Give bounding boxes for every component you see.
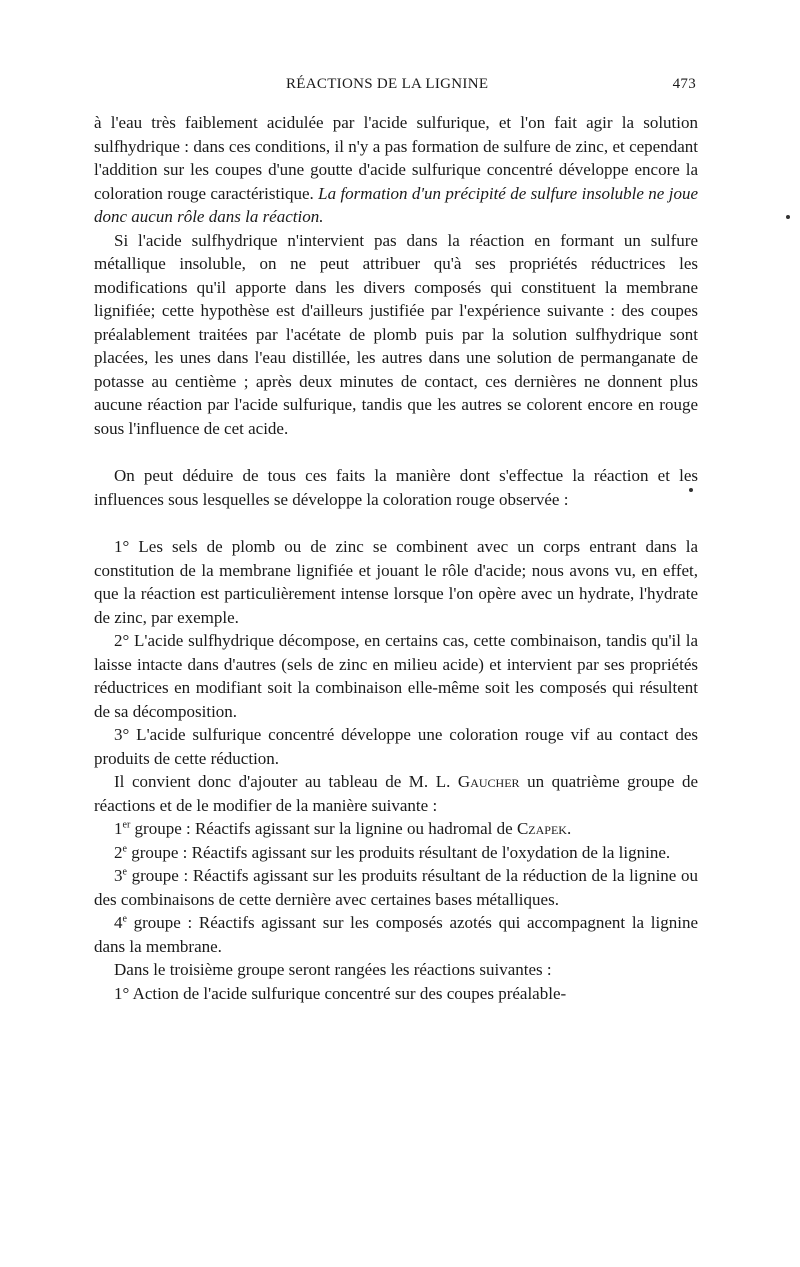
page-header <box>0 76 800 100</box>
running-title: RÉACTIONS DE LA LIGNINE <box>286 76 489 92</box>
paragraph-hydrogen-sulfide: Si l'acide sulfhydrique n'intervient pas dans la réaction en formant un sulfure métallique insoluble, on ne peut attribuer qu'à ses propriétés réductrices les modifications qu'il apporte dans les divers composés qui constituent la membrane lignifiée; cette hypothèse est d'ailleurs justifiée par l'expérience suivante : des coupes préalablement traitées par l'acétate de plomb puis par la solution sulfhydrique sont placées, les unes dans l'eau distillée, les autres dans une solution de permanganate de potasse au centième ; après deux minutes de contact, ces dernières ne donnent plus aucune réaction par l'acide sulfurique, tandis que les autres se colorent encore en rouge sous l'influence de cet acide. <box>94 230 698 438</box>
group-2: 2e groupe : Réactifs agissant sur les produits résultant de l'oxydation de la lignine. <box>114 842 671 862</box>
list-item-3: 3° L'acide sulfurique concentré développe une coloration rouge vif au contact des produits de cette réduction. <box>94 725 698 768</box>
paragraph-continued: à l'eau très faiblement acidulée par l'acide sulfurique, et l'on fait agir la solution sulfhydrique : dans ces conditions, il n'y a pas formation de sulfure de zinc, et cependant l'addition sur les coupes d'une goutte d'acide sulfurique concentré développe encore la coloration rouge caractéristique. La formation d'un précipité de sulfure insoluble ne joue donc aucun rôle dans la réaction. <box>94 113 699 226</box>
list-item-1: 1° Les sels de plomb ou de zinc se combinent avec un corps entrant dans la constitution de la membrane lignifiée et jouant le rôle d'acide; nous avons vu, en effet, que la réaction est particulièrement intense lorsque l'on opère avec un hydrate, l'hydrate de zinc, par exemple. <box>94 537 698 627</box>
body-text <box>94 111 698 1005</box>
scan-speck <box>786 215 790 219</box>
page-number: 473 <box>672 76 696 92</box>
paragraph-gaucher: Il convient donc d'ajouter au tableau de M. L. Gaucher un quatrième groupe de réactions et de le modifier de la manière suivante : <box>94 772 698 815</box>
list-item-2: 2° L'acide sulfhydrique décompose, en certains cas, cette combinaison, tandis qu'il la laisse intacte dans d'autres (sels de zinc en milieu acide) et intervient par ses propriétés réductrices en modifiant soit la combinaison elle-même soit les composés qui résultent de sa décomposition. <box>94 631 698 721</box>
list-item-action: 1° Action de l'acide sulfurique concentré sur des coupes préalable- <box>114 983 567 1003</box>
group-4: 4e groupe : Réactifs agissant sur les composés azotés qui accompagnent la lignine dans la membrane. <box>94 913 698 956</box>
scan-speck <box>689 488 693 492</box>
paragraph-third-group: Dans le troisième groupe seront rangées les réactions suivantes : <box>114 960 552 979</box>
group-3: 3e groupe : Réactifs agissant sur les produits résultant de la réduction de la lignine ou des combinaisons de cette dernière avec certaines bases métalliques. <box>94 866 698 909</box>
group-1: 1er groupe : Réactifs agissant sur la lignine ou hadromal de Czapek. <box>114 819 572 838</box>
paragraph-deduction: On peut déduire de tous ces faits la manière dont s'effectue la réaction et les influences sous lesquelles se développe la coloration rouge observée : <box>94 466 698 509</box>
